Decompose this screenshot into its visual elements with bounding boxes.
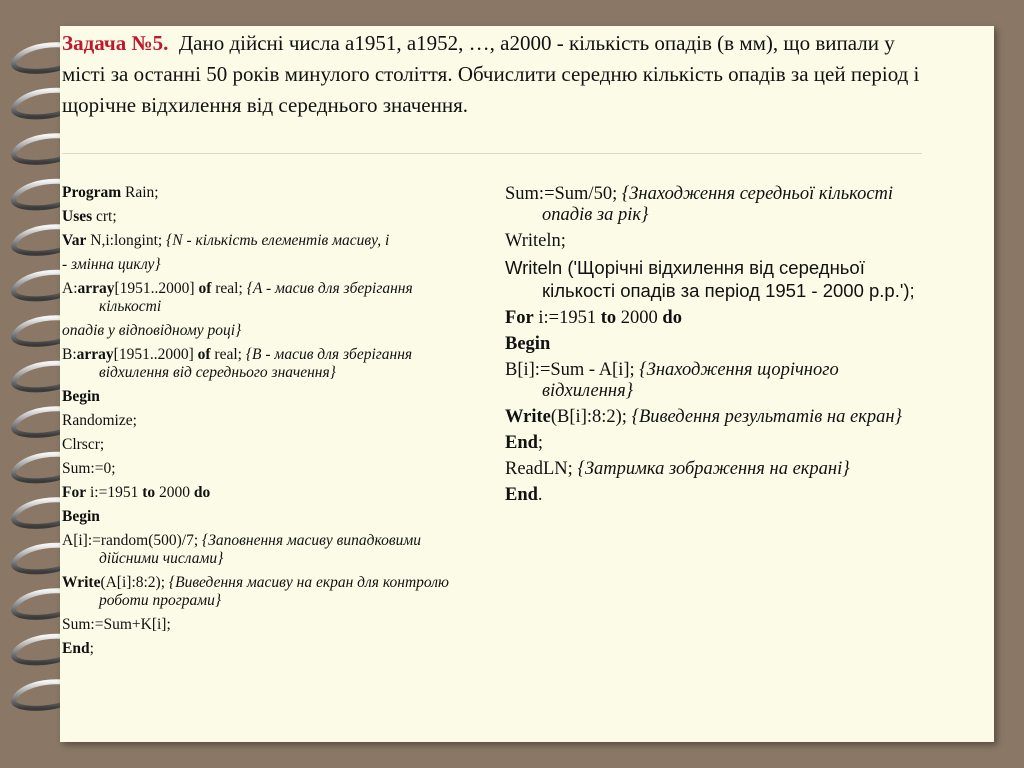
code-line (62, 280, 462, 316)
code-line (62, 484, 462, 502)
code-keyword: Begin (62, 508, 100, 525)
code-comment: {A - масив для зберігання кількості (99, 280, 413, 315)
code-comment: {Заповнення масиву випадковими дійсними числами} (99, 532, 422, 567)
code-line (62, 256, 462, 274)
heading-divider (62, 153, 922, 154)
code-keyword: Begin (62, 388, 100, 405)
code-line (62, 532, 462, 568)
task-text: Дано дійсні числа а1951, а1952, …, а2000 - кількість опадів (в мм), що випали у місті за останні 50 років минулого століття. Обчислити середню кількість опадів за цей період і щорічне відхилення від середнього значення. (62, 31, 920, 117)
code-text: Rain; (121, 184, 159, 201)
code-text: A[i]:=random(500)/7; (62, 532, 203, 549)
code-line (62, 574, 462, 610)
code-line (505, 433, 930, 454)
code-line (62, 184, 462, 202)
code-comment: {Затримка зображення на екрані} (577, 459, 850, 479)
code-line (505, 308, 930, 329)
code-text: B[i]:=Sum - A[i]; (505, 360, 640, 380)
code-line (62, 616, 462, 634)
code-line (505, 485, 930, 506)
code-line (62, 640, 462, 658)
code-text: real; (210, 346, 246, 363)
code-keyword: Program (62, 184, 122, 201)
code-keyword: array (76, 346, 114, 363)
code-line (62, 460, 462, 478)
code-line (62, 412, 462, 430)
task-statement (62, 28, 922, 121)
code-text: [1951..2000] (114, 280, 199, 297)
code-keyword: End (62, 640, 90, 657)
code-text: crt; (92, 208, 117, 225)
code-text: ; (537, 433, 544, 453)
code-comment: {Знаходження щорічного відхилення} (542, 360, 839, 401)
code-text: Clrscr; (62, 436, 105, 453)
code-comment: {Виведення результатів на екран} (631, 407, 902, 427)
code-keyword: do (193, 484, 211, 501)
code-keyword: of (198, 280, 212, 297)
code-text: real; (211, 280, 247, 297)
code-text: Writeln; (505, 231, 566, 251)
code-keyword: Begin (505, 334, 551, 354)
code-keyword: to (142, 484, 156, 501)
code-text: Sum:=Sum+K[i]; (62, 616, 171, 633)
code-text: B: (62, 346, 77, 363)
code-line (505, 459, 930, 480)
code-keyword: Var (62, 232, 87, 249)
code-comment: {Виведення масиву на екран для контролю роботи програми} (99, 574, 449, 609)
code-line (505, 407, 930, 428)
code-text: Writeln ('Щорічні відхилення від середньої кількості опадів за період 1951 - 2000 р.р.'); (505, 257, 915, 301)
code-line (505, 257, 930, 303)
code-line (62, 322, 462, 340)
code-text: Sum:=Sum/50; (505, 184, 622, 204)
code-line (62, 388, 462, 406)
code-text: (B[i]:8:2); (550, 407, 632, 427)
code-text: [1951..2000] (113, 346, 198, 363)
code-keyword: For (62, 484, 87, 501)
code-line (62, 436, 462, 454)
code-comment: - змінна циклу} (62, 256, 161, 273)
code-keyword: Write (62, 574, 101, 591)
code-comment: {Знаходження середньої кількості опадів за рік} (542, 184, 894, 225)
code-line (62, 208, 462, 226)
code-line (505, 231, 930, 252)
code-text: Randomize; (62, 412, 137, 429)
code-line (505, 360, 930, 402)
code-text: 2000 (155, 484, 194, 501)
code-text: (A[i]:8:2); (100, 574, 169, 591)
code-comment: {B - масив для зберігання відхилення від середнього значення} (99, 346, 413, 381)
code-text: i:=1951 (533, 308, 601, 328)
code-text: ; (89, 640, 94, 657)
code-line (505, 334, 930, 355)
code-keyword: End (505, 485, 538, 505)
code-line (62, 508, 462, 526)
code-keyword: Uses (62, 208, 93, 225)
code-listing-right (505, 184, 930, 511)
task-label: Задача №5. (62, 31, 169, 55)
code-keyword: For (505, 308, 534, 328)
code-keyword: array (77, 280, 115, 297)
code-listing-left (62, 184, 462, 664)
code-text: A: (62, 280, 78, 297)
code-text: . (537, 485, 543, 505)
code-keyword: do (662, 308, 682, 328)
code-keyword: End (505, 433, 538, 453)
code-comment: опадів у відповідному році} (62, 322, 242, 339)
code-text: N,i:longint; (86, 232, 167, 249)
code-keyword: Write (505, 407, 551, 427)
code-text: i:=1951 (86, 484, 143, 501)
code-line (62, 346, 462, 382)
code-text: 2000 (616, 308, 663, 328)
code-text: Sum:=0; (62, 460, 116, 477)
code-keyword: to (600, 308, 617, 328)
code-line (62, 232, 462, 250)
code-keyword: of (197, 346, 211, 363)
code-text: ReadLN; (505, 459, 578, 479)
code-line (505, 184, 930, 226)
code-comment: {N - кількість елементів масиву, і (166, 232, 390, 249)
